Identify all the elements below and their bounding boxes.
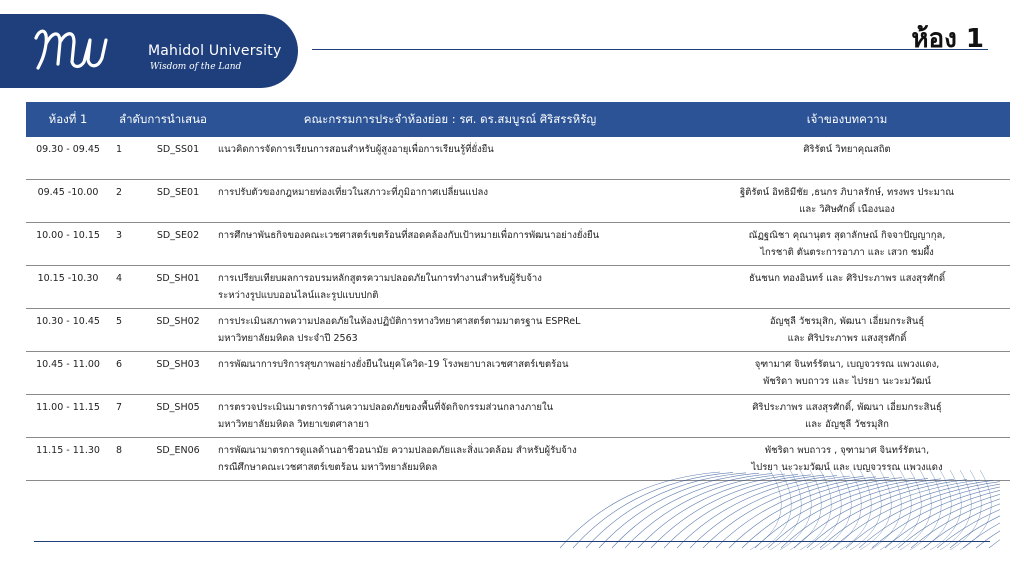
wave-line xyxy=(963,484,1000,548)
time-cell: 10.30 - 10.45 xyxy=(26,309,110,352)
authors-cell-line: และ อัญชุลี วัชรมุสิก xyxy=(805,419,889,430)
header-divider xyxy=(312,49,988,50)
title-cell-line: แนวคิดการจัดการเรียนการสอนสำหรับผู้สูงอายุเพื่อการเรียนรู้ที่ยั่งยืน xyxy=(218,144,494,155)
time-cell: 09.30 - 09.45 xyxy=(26,137,110,180)
authors-cell-line: พัชริดา พบถาวร และ ไปรยา นะวะมวัฒน์ xyxy=(763,376,931,387)
code-cell: SD_SH02 xyxy=(140,309,216,352)
table-header-row xyxy=(26,102,1010,137)
table-row xyxy=(26,266,1010,309)
page-title: ห้อง 1 xyxy=(911,24,984,54)
wave-line xyxy=(850,470,881,550)
authors-cell-line: พัชริดา พบถาวร , จุฑามาศ จินทร์รัตนา, xyxy=(764,445,930,456)
mahidol-mu-logo-icon xyxy=(30,24,140,74)
wave-line xyxy=(742,478,902,548)
authors-cell xyxy=(684,223,1010,266)
authors-cell-line: ณัฏฐณิชา คุณานุตร สุดาลักษณ์ กิจจาปัญญากุล, xyxy=(748,230,946,241)
table-row xyxy=(26,309,1010,352)
column-header-order: ลำดับการนำเสนอ xyxy=(110,102,216,137)
order-cell: 2 xyxy=(110,180,140,223)
table-row xyxy=(26,223,1010,266)
table-row xyxy=(26,137,1010,180)
time-cell: 11.15 - 11.30 xyxy=(26,438,110,481)
code-cell: SD_SS01 xyxy=(140,137,216,180)
order-cell: 6 xyxy=(110,352,140,395)
authors-cell xyxy=(684,266,1010,309)
title-cell-line: การพัฒนาการบริการสุขภาพอย่างยั่งยืนในยุคโควิด-19 โรงพยาบาลเวชศาสตร์เขตร้อน xyxy=(218,359,569,370)
code-cell: SD_EN06 xyxy=(140,438,216,481)
authors-cell xyxy=(684,395,1010,438)
title-cell-line: มหาวิทยาลัยมหิดล วิทยาเขตศาลายา xyxy=(218,419,370,430)
authors-cell-line: ศิริรัตน์ วิทยาคุณสถิต xyxy=(803,144,891,155)
time-cell: 10.45 - 11.00 xyxy=(26,352,110,395)
time-cell: 10.00 - 10.15 xyxy=(26,223,110,266)
table-row xyxy=(26,352,1010,395)
title-cell xyxy=(216,266,684,309)
wave-line xyxy=(760,470,791,550)
order-cell: 5 xyxy=(110,309,140,352)
footer-divider xyxy=(34,541,990,542)
authors-cell-line: และ ศิริประภาพร แสงสุรศักดิ์ xyxy=(787,333,907,344)
column-header-committee: คณะกรรมการประจำห้องย่อย : รศ. ดร.สมบูรณ์ ศิริสรรหิรัญ xyxy=(216,102,684,137)
code-cell: SD_SH05 xyxy=(140,395,216,438)
wave-line xyxy=(768,478,928,548)
order-cell: 7 xyxy=(110,395,140,438)
title-cell-line: การตรวจประเมินมาตรการด้านความปลอดภัยของพื้นที่จัดกิจกรรมส่วนกลางภายใน xyxy=(218,402,554,413)
title-cell-line: มหาวิทยาลัยมหิดล ประจำปี 2563 xyxy=(218,333,358,344)
authors-cell-line: และ วิศิษศักดิ์ เนืองนอง xyxy=(799,204,895,215)
title-cell-line: การพัฒนามาตรการดูแลด้านอาชีวอนามัย ความปลอดภัยและสิ่งแวดล้อม สำหรับผู้รับจ้าง xyxy=(218,445,577,456)
authors-cell xyxy=(684,352,1010,395)
time-cell: 11.00 - 11.15 xyxy=(26,395,110,438)
authors-cell-line: ไปรยา นะวะมวัฒน์ และ เบญจวรรณ แพวงแดง xyxy=(751,462,943,473)
wave-line xyxy=(820,470,851,550)
university-motto: Wisdom of the Land xyxy=(150,62,242,72)
authors-cell xyxy=(684,309,1010,352)
authors-cell-line: ธันชนก ทองอินทร์ และ ศิริประภาพร แสงสุรศักดิ์ xyxy=(749,273,946,284)
title-cell xyxy=(216,395,684,438)
title-cell xyxy=(216,180,684,223)
title-cell xyxy=(216,137,684,180)
table-row xyxy=(26,395,1010,438)
wave-line xyxy=(880,470,911,550)
order-cell: 1 xyxy=(110,137,140,180)
university-logo-banner xyxy=(0,14,298,88)
time-cell: 10.15 -10.30 xyxy=(26,266,110,309)
time-cell: 09.45 -10.00 xyxy=(26,180,110,223)
title-cell-line: การปรับตัวของกฎหมายท่องเที่ยวในสภาวะที่ภูมิอากาศเปลี่ยนแปลง xyxy=(218,187,488,198)
wave-line xyxy=(790,470,821,550)
schedule-table xyxy=(26,102,1010,481)
order-cell: 3 xyxy=(110,223,140,266)
title-cell-line: การศึกษาพันธกิจของคณะเวชศาสตร์เขตร้อนที่สอดคล้องกับเป้าหมายเพื่อการพัฒนาอย่างยั่งยืน xyxy=(218,230,600,241)
title-cell xyxy=(216,309,684,352)
code-cell: SD_SH01 xyxy=(140,266,216,309)
order-cell: 4 xyxy=(110,266,140,309)
order-cell: 8 xyxy=(110,438,140,481)
authors-cell xyxy=(684,180,1010,223)
authors-cell-line: จุฑามาศ จินทร์รัตนา, เบญจวรรณ แพวงแดง, xyxy=(754,359,940,370)
table-row xyxy=(26,180,1010,223)
authors-cell-line: ไกรชาติ ตันตระการอาภา และ เสวก ชมผึ้ง xyxy=(760,247,934,258)
title-cell xyxy=(216,223,684,266)
column-header-authors: เจ้าของบทความ xyxy=(684,102,1010,137)
title-cell-line: การประเมินสภาพความปลอดภัยในห้องปฏิบัติการทางวิทยาศาสตร์ตามมาตรฐาน ESPReL xyxy=(218,316,581,327)
wave-lines-decoration xyxy=(520,470,1000,550)
authors-cell-line: ฐิติรัตน์ อิทธิมีชัย ,ธนกร ภิบาลรักษ์, ทรงพร ประมาณ xyxy=(739,187,955,198)
code-cell: SD_SE02 xyxy=(140,223,216,266)
authors-cell xyxy=(684,137,1010,180)
title-cell-line: การเปรียบเทียบผลการอบรมหลักสูตรความปลอดภัยในการทำงานสำหรับผู้รับจ้าง xyxy=(218,273,542,284)
code-cell: SD_SE01 xyxy=(140,180,216,223)
code-cell: SD_SH03 xyxy=(140,352,216,395)
authors-cell-line: ศิริประภาพร แสงสุรศักดิ์, พัฒนา เอี่ยมกระสินธุ์ xyxy=(752,402,942,413)
wave-line xyxy=(755,478,915,548)
wave-line xyxy=(885,482,1000,548)
authors-cell-line: อัญชุลี วัชรมุสิก, พัฒนา เอี่ยมกระสินธุ์ xyxy=(769,316,925,327)
column-header-room: ห้องที่ 1 xyxy=(26,102,110,137)
title-cell-line: กรณีศึกษาคณะเวชศาสตร์เขตร้อน มหาวิทยาลัยมหิดล xyxy=(218,462,438,473)
title-cell xyxy=(216,352,684,395)
title-cell-line: ระหว่างรูปแบบออนไลน์และรูปแบบปกติ xyxy=(218,290,379,301)
university-name: Mahidol University xyxy=(148,43,282,59)
